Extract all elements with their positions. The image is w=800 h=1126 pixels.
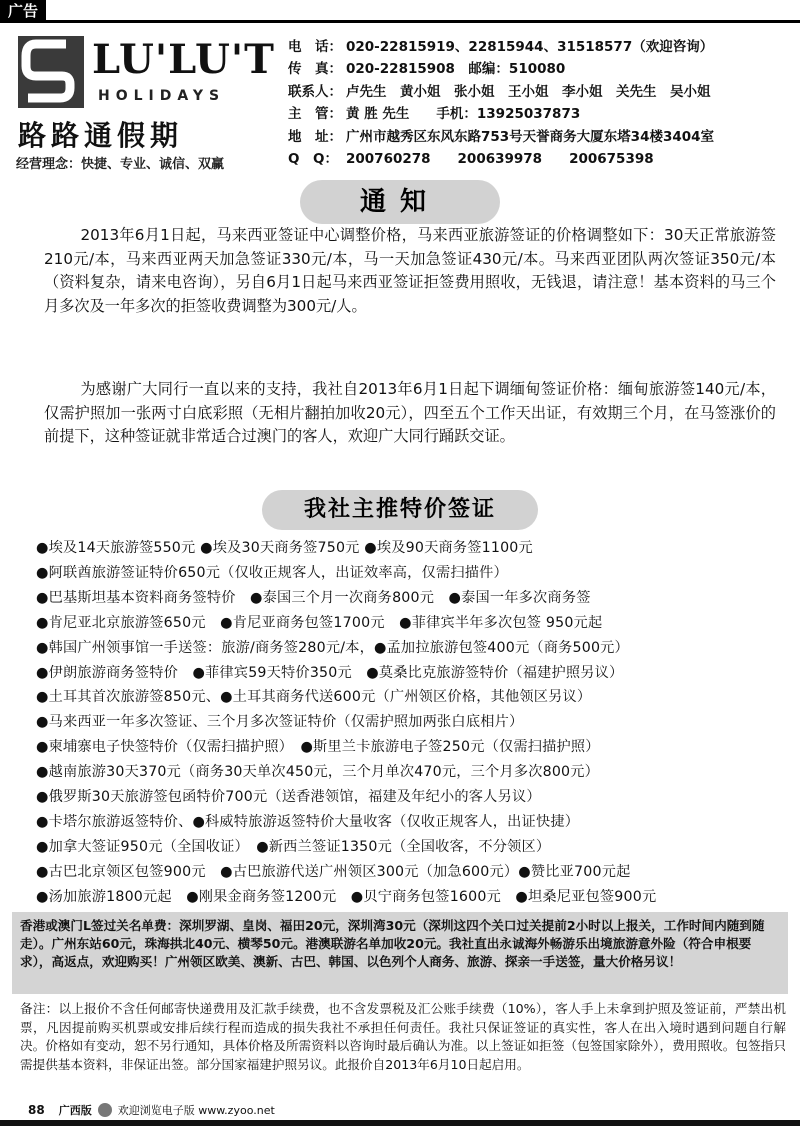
list-item: ●汤加旅游1800元起 ●刚果金商务签1200元 ●贝宁商务包签1600元 ●坦桑尼亚包签900元: [36, 888, 657, 905]
contact-row-people: [288, 81, 714, 103]
list-item: ●越南旅游30天370元（商务30天单次450元，三个月单次470元，三个月多次800元）: [36, 764, 600, 781]
list-item: ●巴基斯坦基本资料商务签特价 ●泰国三个月一次商务800元 ●泰国一年多次商务签: [36, 589, 591, 606]
website-text: 欢迎浏览电子版 www.zyoo.net: [117, 1104, 275, 1117]
promo-visa-list: [36, 536, 784, 910]
contact-row-fax: [288, 58, 714, 80]
edition-badge-icon: [98, 1103, 112, 1117]
list-item: ●马来西亚一年多次签证、三个月多次签证特价（仅需护照加两张白底相片）: [36, 714, 524, 731]
contact-label: 主 管：: [288, 106, 342, 123]
list-item: ●阿联酋旅游签证特价650元（仅收正规客人，出证效率高，仅需扫描件）: [36, 564, 508, 581]
business-motto: 经营理念：快捷、专业、诚信、双赢: [16, 157, 225, 172]
list-item: ●伊朗旅游商务签特价 ●菲律宾59天特价350元 ●莫桑比克旅游签特价（福建护照另议）: [36, 664, 624, 681]
contact-value: 卢先生 黄小姐 张小姐 王小姐 李小姐 关先生 吴小姐: [346, 83, 711, 100]
list-item: ●土耳其首次旅游签850元、●土耳其商务代送600元（广州领区价格，其他领区另议）: [36, 689, 592, 706]
contact-value: 020-22815908 邮编：510080: [346, 61, 566, 78]
top-divider: [0, 20, 800, 23]
brand-name-cn: 路路通假期: [18, 119, 184, 152]
list-item: ●柬埔寨电子快签特价（仅需扫描护照） ●斯里兰卡旅游电子签250元（仅需扫描护照）: [36, 739, 600, 756]
contact-row-address: [288, 126, 714, 148]
list-item: ●俄罗斯30天旅游签包函特价700元（送香港领馆，福建及年纪小的客人另议）: [36, 789, 541, 806]
list-item: ●加拿大签证950元（全国收证） ●新西兰签证1350元（全国收客，不分领区）: [36, 838, 551, 855]
list-item: ●埃及14天旅游签550元 ●埃及30天商务签750元 ●埃及90天商务签1100元: [36, 540, 533, 556]
contact-value: 020-22815919、22815944、31518577（欢迎咨询）: [346, 39, 714, 55]
contact-label: 地 址：: [288, 128, 342, 145]
contact-info: [288, 36, 714, 170]
logo-mark-icon: [18, 36, 84, 108]
notice-title: 通知: [300, 180, 500, 224]
list-item: ●古巴北京领区包签900元 ●古巴旅游代送广州领区300元（加急600元）●赞比亚700元起: [36, 863, 631, 880]
brand-name-en: LU'LU'T: [92, 36, 275, 83]
remarks-text: 备注：以上报价不含任何邮寄快递费用及汇款手续费，也不含发票税及汇公账手续费（10%），客人手上未拿到护照及签证前，严禁出机票，凡因提前购买机票或安排后续行程而造成的损失我社不承担任何责任。我社只保证签证的真实性，客人在出入境时遇到问题自行解决。价格如有变动，恕不另行通知，具体价格及所需资料以咨询时最后确认为准。以上签证如拒签（包签国家除外），费用照收。包签指只需提供基本资料，非保证出签。部分国家福建护照另议。此报价自2013年6月10日起启用。: [20, 1001, 786, 1072]
contact-value: 200760278 200639978 200675398: [346, 151, 654, 168]
list-item: ●韩国广州领事馆一手送签：旅游/商务签280元/本，●孟加拉旅游包签400元（商务500元）: [36, 639, 629, 656]
contact-label: Q Q：: [288, 151, 338, 168]
contact-row-manager: [288, 103, 714, 125]
bottom-divider: [0, 1120, 800, 1126]
page-number: 88: [28, 1103, 45, 1117]
contact-label: 联系人：: [288, 83, 342, 100]
list-item: ●肯尼亚北京旅游签650元 ●肯尼亚商务包签1700元 ●菲律宾半年多次包签 950元起: [36, 614, 603, 631]
page-footer: [28, 1102, 275, 1118]
edition-label: 广西版: [58, 1104, 92, 1117]
contact-row-qq: [288, 148, 714, 170]
list-item: ●卡塔尔旅游返签特价、●科威特旅游返签特价大量收客（仅收正规客人，出证快捷）: [36, 813, 580, 830]
notice-paragraph-malaysia: 2013年6月1日起，马来西亚签证中心调整价格，马来西亚旅游签证的价格调整如下：30天正常旅游签210元/本，马来西亚两天加急签证330元/本，马一天加急签证430元/本。马来西亚团队两次签证350元/本（资料复杂，请来电咨询），另自6月1日起马来西亚签证拒签费用照收，无钱退，请注意！基本资料的马三个月多次及一年多次的拒签收费调整为300元/人。: [44, 226, 776, 315]
promo-title: 我社主推特价签证: [262, 490, 538, 530]
contact-row-phone: [288, 36, 714, 58]
contact-label: 电 话：: [288, 39, 342, 55]
brand-subtitle: HOLIDAYS: [98, 88, 226, 104]
contact-value: 黄 胜 先生 手机：13925037873: [346, 106, 581, 123]
contact-value: 广州市越秀区东风东路753号天誉商务大厦东塔34楼3404室: [346, 128, 715, 145]
contact-label: 传 真：: [288, 61, 342, 78]
company-logo: [12, 32, 274, 172]
ad-tag: 广告: [0, 0, 46, 22]
hk-macau-notice-box: 香港或澳门L签过关名单费：深圳罗湖、皇岗、福田20元，深圳湾30元（深圳这四个关口过关提前2小时以上报关，工作时间内随到随走）。广州东站60元，珠海拱北40元、横琴50元。港澳联游名单加收20元。我社直出永诚海外畅游乐出境旅游意外险（符合申根要求），高返点，欢迎购买！广州领区欧美、澳新、古巴、韩国、以色列个人商务、旅游、探亲一手送签，量大价格另议！: [12, 912, 788, 994]
notice-paragraph-myanmar: 为感谢广大同行一直以来的支持，我社自2013年6月1日起下调缅甸签证价格：缅甸旅游签140元/本，仅需护照加一张两寸白底彩照（无相片翻拍加收20元），四至五个工作天出证，有效期三个月，在马签涨价的前提下，这种签证就非常适合过澳门的客人，欢迎广大同行踊跃交证。: [44, 380, 776, 445]
